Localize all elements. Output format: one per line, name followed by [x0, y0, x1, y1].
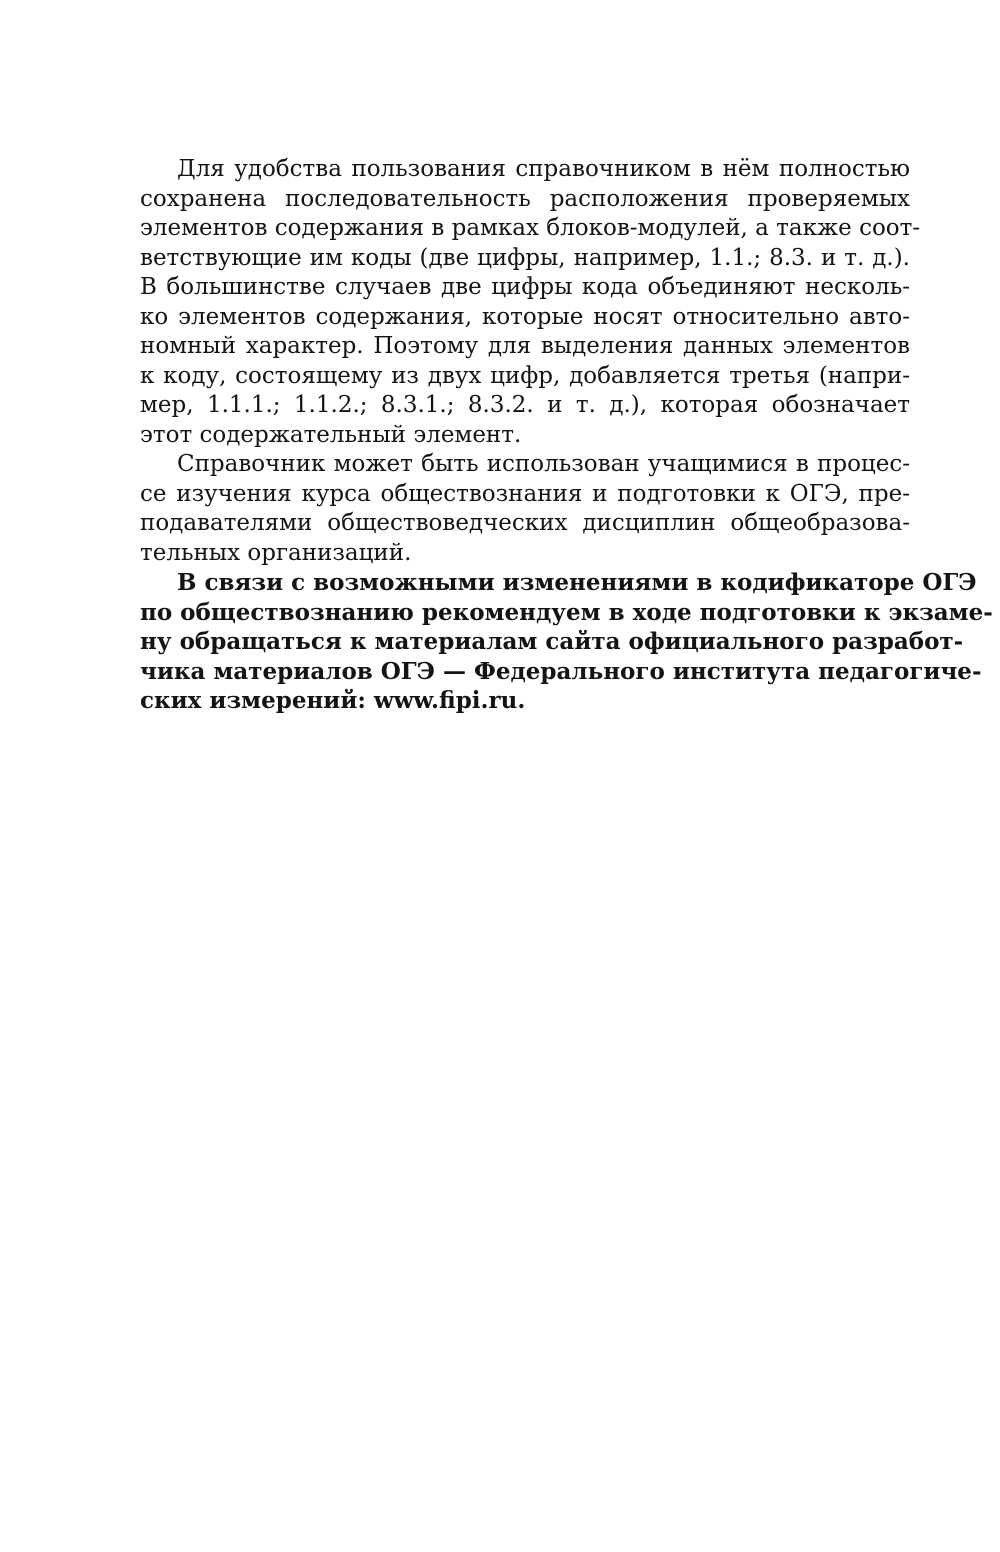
text-line: ну обращаться к материалам сайта официального разработ-: [140, 628, 964, 655]
text-line: этот содержательный элемент.: [140, 421, 522, 448]
text-line: В большинстве случаев две цифры кода объединяют несколь-: [140, 274, 910, 300]
text-line: по обществознанию рекомендуем в ходе подготовки к экзаме-: [140, 598, 993, 626]
text-line: ских измерений: www.fipi.ru.: [140, 687, 526, 714]
text-line: подавателями обществоведческих дисциплин общеобразова-: [140, 510, 910, 536]
text-line: Справочник может быть использован учащимися в процес-: [177, 451, 910, 477]
text-line: сохранена последовательность расположения проверяемых: [140, 185, 910, 212]
paragraph-usage: [140, 450, 910, 568]
text-line: чика материалов ОГЭ — Федерального института педагогиче-: [140, 657, 982, 685]
text-line: се изучения курса обществознания и подготовки к ОГЭ, пре-: [140, 480, 910, 507]
paragraph-intro-codes: [140, 155, 921, 450]
text-line: ветствующие им коды (две цифры, например, 1.1.; 8.3. и т. д.).: [140, 244, 910, 271]
paragraph-fipi-note: [140, 568, 993, 716]
text-line: к коду, состоящему из двух цифр, добавляется третья (напри-: [140, 362, 910, 389]
text-line: В связи с возможными изменениями в кодификаторе ОГЭ: [177, 569, 977, 596]
text-block: [140, 155, 993, 716]
text-line: номный характер. Поэтому для выделения данных элементов: [140, 333, 910, 359]
text-line: ко элементов содержания, которые носят относительно авто-: [140, 303, 910, 330]
text-line: Для удобства пользования справочником в нём полностью: [177, 156, 910, 182]
text-line: мер, 1.1.1.; 1.1.2.; 8.3.1.; 8.3.2. и т. д.), которая обозначает: [140, 392, 910, 418]
text-line: элементов содержания в рамках блоков-модулей, а также соот-: [140, 215, 921, 241]
text-line: тельных организаций.: [140, 539, 412, 566]
